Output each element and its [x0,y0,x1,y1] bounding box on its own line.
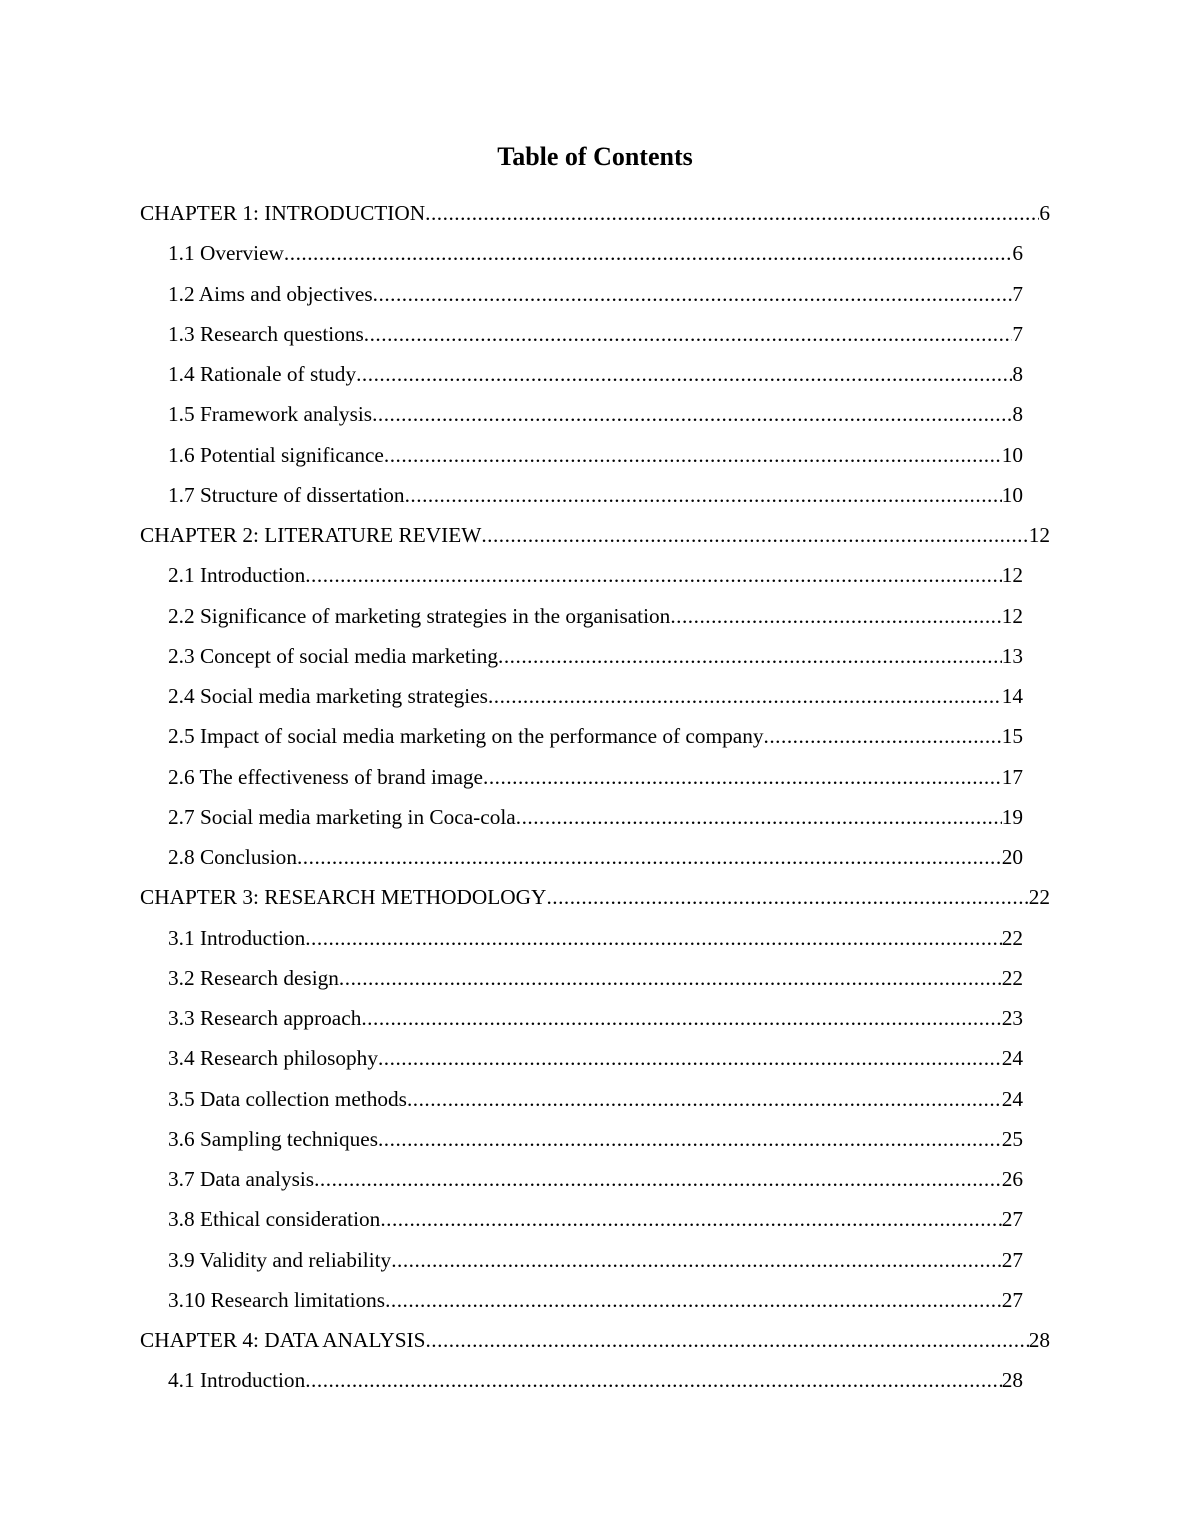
toc-section-entry[interactable] [0,314,1190,354]
toc-entry-line [140,877,1050,917]
toc-section-entry[interactable] [0,1119,1190,1159]
toc-entry-line [168,958,1023,998]
toc-dot-leader [364,314,1013,354]
toc-section-entry[interactable] [0,435,1190,475]
toc-chapter-entry[interactable] [0,193,1190,233]
toc-page-number: 7 [1012,314,1023,354]
toc-dot-leader [488,676,1002,716]
toc-page-number: 6 [1012,233,1023,273]
toc-chapter-entry[interactable] [0,1320,1190,1360]
toc-entry-text: 3.5 Data collection methods [168,1079,407,1119]
toc-dot-leader [405,475,1002,515]
toc-entry-line [168,1038,1023,1078]
toc-page-number: 24 [1002,1079,1023,1119]
toc-page-number: 10 [1002,435,1023,475]
toc-section-entry[interactable] [0,1199,1190,1239]
toc-page-number: 22 [1029,877,1050,917]
toc-page-number: 12 [1002,596,1023,636]
toc-page-number: 22 [1002,918,1023,958]
toc-page-number: 27 [1002,1199,1023,1239]
toc-entry-text: 2.1 Introduction [168,555,305,595]
toc-dot-leader [483,757,1002,797]
toc-page-number: 28 [1002,1360,1023,1400]
toc-section-entry[interactable] [0,716,1190,756]
toc-section-entry[interactable] [0,918,1190,958]
toc-page-number: 25 [1002,1119,1023,1159]
toc-entry-line [168,354,1023,394]
toc-entry-text: CHAPTER 3: RESEARCH METHODOLOGY [140,877,546,917]
toc-entry-line [168,1199,1023,1239]
toc-section-entry[interactable] [0,676,1190,716]
toc-dot-leader [339,958,1002,998]
toc-page-number: 8 [1012,394,1023,434]
toc-entry-text: 1.4 Rationale of study [168,354,356,394]
toc-dot-leader [546,877,1028,917]
toc-entry-line [168,394,1023,434]
toc-dot-leader [425,193,1039,233]
toc-entry-line [168,555,1023,595]
toc-page-number: 27 [1002,1280,1023,1320]
toc-entry-line [168,797,1023,837]
toc-entry-line [168,998,1023,1038]
toc-dot-leader [385,1280,1002,1320]
toc-entry-text: 1.1 Overview [168,233,284,273]
toc-section-entry[interactable] [0,1280,1190,1320]
toc-section-entry[interactable] [0,233,1190,273]
toc-page-number: 10 [1002,475,1023,515]
toc-entry-text: 3.4 Research philosophy [168,1038,378,1078]
toc-entry-text: CHAPTER 4: DATA ANALYSIS [140,1320,425,1360]
toc-entry-text: 2.4 Social media marketing strategies [168,676,488,716]
toc-entry-text: 2.6 The effectiveness of brand image [168,757,483,797]
toc-entry-text: 1.6 Potential significance [168,435,384,475]
toc-chapter-entry[interactable] [0,515,1190,555]
toc-page-number: 6 [1039,193,1050,233]
toc-entry-line [168,1240,1023,1280]
toc-section-entry[interactable] [0,1159,1190,1199]
toc-entry-line [168,1119,1023,1159]
toc-entry-text: 3.8 Ethical consideration [168,1199,380,1239]
toc-section-entry[interactable] [0,394,1190,434]
toc-entry-line [168,837,1023,877]
toc-dot-leader [516,797,1002,837]
toc-entry-text: 3.1 Introduction [168,918,305,958]
toc-dot-leader [356,354,1012,394]
toc-section-entry[interactable] [0,1038,1190,1078]
toc-entry-line [140,515,1050,555]
toc-entry-line [168,1360,1023,1400]
toc-entry-line [168,1079,1023,1119]
toc-entry-text: 2.3 Concept of social media marketing [168,636,498,676]
toc-section-entry[interactable] [0,1360,1190,1400]
toc-entry-line [168,233,1023,273]
toc-page-number: 12 [1002,555,1023,595]
toc-entry-text: CHAPTER 1: INTRODUCTION [140,193,425,233]
toc-page-number: 19 [1002,797,1023,837]
toc-dot-leader [305,1360,1001,1400]
toc-dot-leader [372,394,1012,434]
toc-entry-text: 2.5 Impact of social media marketing on the performance of company [168,716,764,756]
toc-entry-line [140,1320,1050,1360]
toc-title: Table of Contents [497,142,693,171]
toc-dot-leader [284,233,1012,273]
toc-page-number: 22 [1002,958,1023,998]
toc-dot-leader [305,555,1001,595]
toc-chapter-entry[interactable] [0,877,1190,917]
toc-entry-line [168,1159,1023,1199]
toc-entry-line [168,757,1023,797]
toc-page-number: 27 [1002,1240,1023,1280]
toc-section-entry[interactable] [0,274,1190,314]
toc-page-number: 15 [1002,716,1023,756]
toc-entry-line [168,314,1023,354]
toc-section-entry[interactable] [0,797,1190,837]
toc-dot-leader [305,918,1001,958]
toc-entry-text: 3.7 Data analysis [168,1159,314,1199]
toc-dot-leader [481,515,1028,555]
toc-entry-text: 2.7 Social media marketing in Coca-cola [168,797,516,837]
toc-list [0,193,1190,1401]
toc-entry-text: 1.2 Aims and objectives [168,274,373,314]
toc-section-entry[interactable] [0,596,1190,636]
toc-page-number: 8 [1012,354,1023,394]
toc-section-entry[interactable] [0,998,1190,1038]
toc-entry-text: 3.2 Research design [168,958,339,998]
toc-page-number: 28 [1029,1320,1050,1360]
toc-dot-leader [378,1038,1002,1078]
toc-section-entry[interactable] [0,1240,1190,1280]
toc-dot-leader [670,596,1001,636]
toc-dot-leader [384,435,1002,475]
toc-section-entry[interactable] [0,636,1190,676]
toc-section-entry[interactable] [0,837,1190,877]
toc-section-entry[interactable] [0,1079,1190,1119]
toc-page-number: 24 [1002,1038,1023,1078]
toc-dot-leader [373,274,1013,314]
toc-entry-line [140,193,1050,233]
toc-dot-leader [361,998,1001,1038]
toc-dot-leader [407,1079,1002,1119]
toc-entry-line [168,918,1023,958]
toc-entry-text: 3.6 Sampling techniques [168,1119,378,1159]
toc-entry-text: 3.10 Research limitations [168,1280,385,1320]
toc-page-number: 20 [1002,837,1023,877]
toc-page-number: 14 [1002,676,1023,716]
toc-entry-line [168,1280,1023,1320]
toc-dot-leader [314,1159,1002,1199]
toc-section-entry[interactable] [0,354,1190,394]
toc-entry-line [168,716,1023,756]
toc-section-entry[interactable] [0,958,1190,998]
toc-entry-line [168,274,1023,314]
toc-page-number: 23 [1002,998,1023,1038]
toc-entry-line [168,676,1023,716]
toc-entry-line [168,596,1023,636]
toc-page-number: 17 [1002,757,1023,797]
toc-entry-line [168,475,1023,515]
toc-page-number: 26 [1002,1159,1023,1199]
toc-entry-text: CHAPTER 2: LITERATURE REVIEW [140,515,481,555]
toc-dot-leader [378,1119,1002,1159]
toc-entry-text: 1.5 Framework analysis [168,394,372,434]
toc-section-entry[interactable] [0,475,1190,515]
toc-section-entry[interactable] [0,555,1190,595]
toc-entry-line [168,636,1023,676]
toc-entry-line [168,435,1023,475]
toc-dot-leader [380,1199,1001,1239]
toc-page-number: 13 [1002,636,1023,676]
toc-section-entry[interactable] [0,757,1190,797]
toc-dot-leader [425,1320,1028,1360]
toc-entry-text: 3.3 Research approach [168,998,361,1038]
toc-entry-text: 1.7 Structure of dissertation [168,475,405,515]
toc-dot-leader [764,716,1002,756]
toc-page-number: 7 [1012,274,1023,314]
toc-entry-text: 4.1 Introduction [168,1360,305,1400]
toc-dot-leader [297,837,1002,877]
toc-entry-text: 2.2 Significance of marketing strategies in the organisation [168,596,670,636]
toc-entry-text: 2.8 Conclusion [168,837,297,877]
toc-dot-leader [391,1240,1002,1280]
toc-page-number: 12 [1029,515,1050,555]
toc-entry-text: 3.9 Validity and reliability [168,1240,391,1280]
toc-dot-leader [498,636,1002,676]
toc-entry-text: 1.3 Research questions [168,314,364,354]
